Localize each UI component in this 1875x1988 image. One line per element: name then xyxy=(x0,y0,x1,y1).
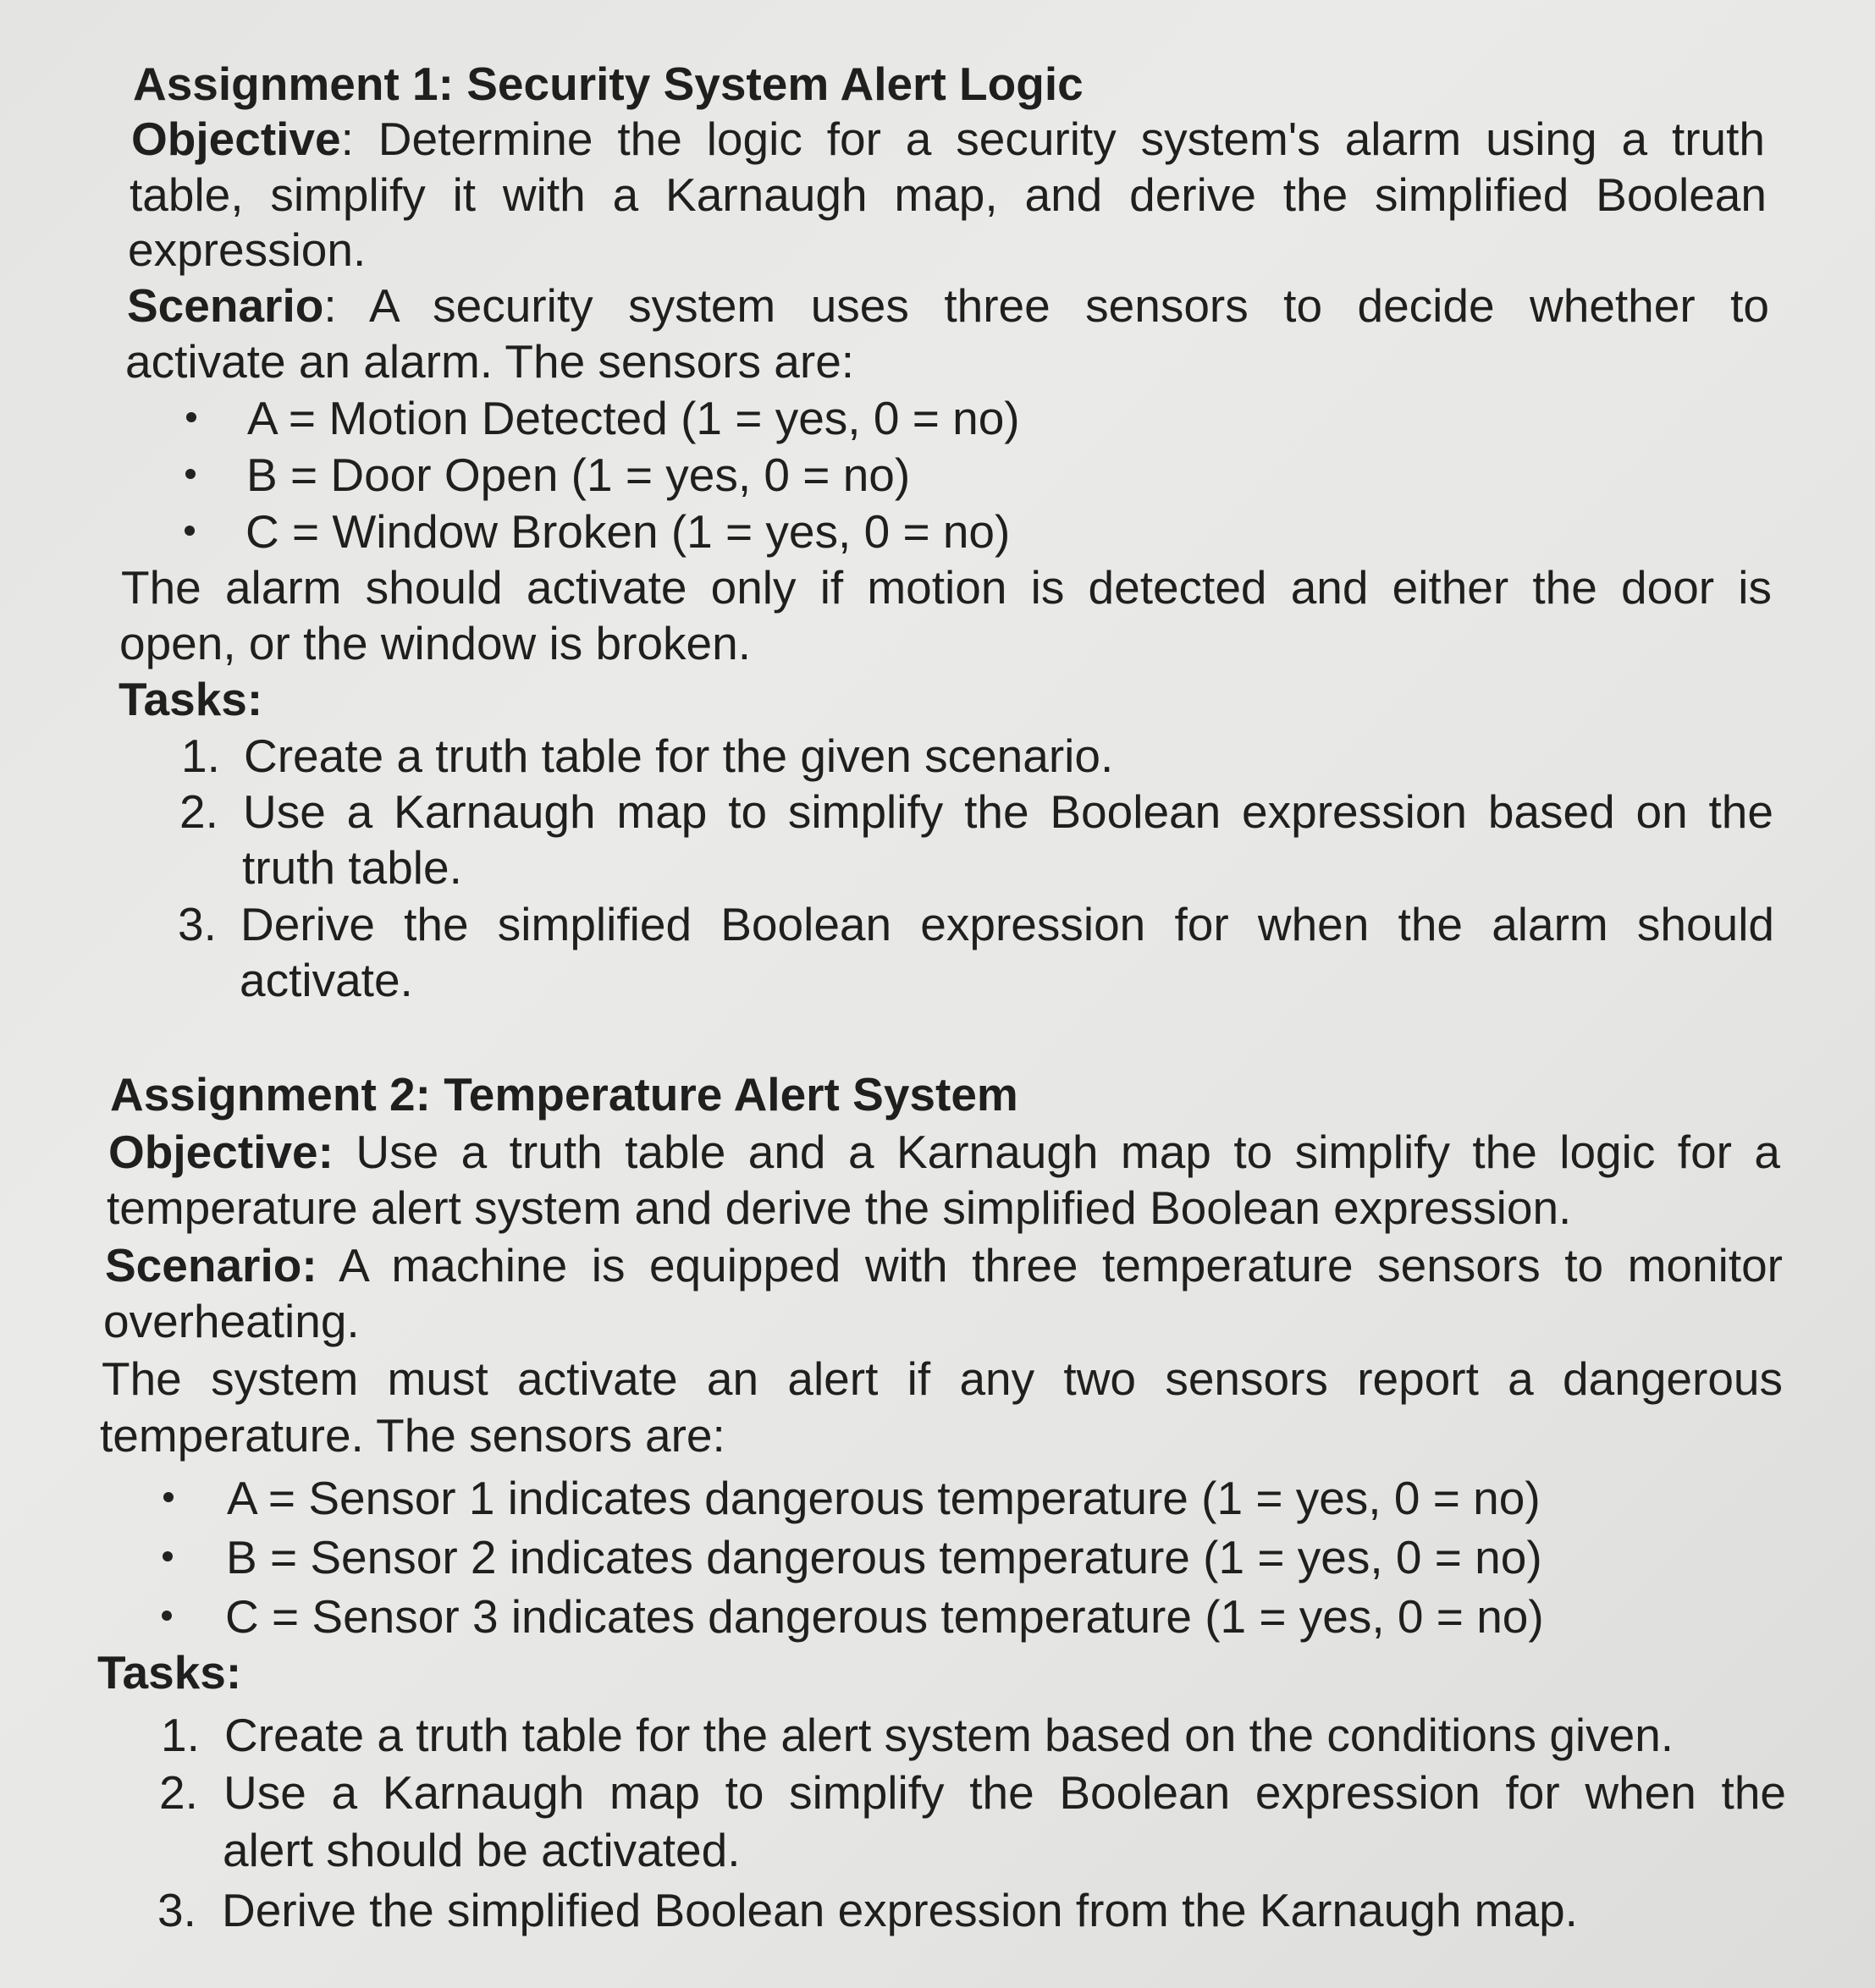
assignment-2-objective-label: Objective: xyxy=(108,1126,334,1178)
assignment-2-task-1-number: 1. xyxy=(161,1709,200,1761)
bullet-icon xyxy=(185,526,195,536)
assignment-1-task-2-text-line-2: truth table. xyxy=(242,841,462,894)
assignment-2-task-3-number: 3. xyxy=(157,1884,196,1936)
assignment-2-task-2-text-line-2: alert should be activated. xyxy=(223,1824,741,1876)
assignment-2-objective-line-1 xyxy=(108,1124,1780,1180)
assignment-1-sensor-c: C = Window Broken (1 = yes, 0 = no) xyxy=(245,505,1011,558)
assignment-2-tasks-heading: Tasks: xyxy=(97,1646,242,1699)
assignment-1-tasks-heading: Tasks: xyxy=(119,673,263,725)
assignment-2-sensor-c: C = Sensor 3 indicates dangerous temperature (1 = yes, 0 = no) xyxy=(225,1590,1544,1643)
assignment-1-task-1-text: Create a truth table for the given scenario. xyxy=(244,730,1114,782)
assignment-2-objective-text-1: Use a truth table and a Karnaugh map to simplify the logic for a xyxy=(333,1126,1780,1178)
assignment-2-scenario-text-1: A machine is equipped with three temperature sensors to monitor xyxy=(317,1239,1783,1291)
assignment-2-title: Assignment 2: Temperature Alert System xyxy=(110,1068,1018,1121)
assignment-2-task-2-number: 2. xyxy=(159,1766,198,1819)
assignment-1-objective-label: Objective xyxy=(131,113,341,165)
assignment-2-scenario-line-2: overheating. xyxy=(103,1295,360,1347)
assignment-2-sensor-a: A = Sensor 1 indicates dangerous temperature (1 = yes, 0 = no) xyxy=(227,1472,1541,1524)
assignment-2-scenario-label: Scenario: xyxy=(105,1239,317,1291)
assignment-1-objective-line-2: table, simplify it with a Karnaugh map, and derive the simplified Boolean xyxy=(130,168,1767,221)
assignment-2-task-1-text: Create a truth table for the alert system based on the conditions given. xyxy=(224,1709,1674,1761)
bullet-icon xyxy=(162,1611,172,1621)
bullet-icon xyxy=(185,469,196,479)
assignment-1-objective-line-1 xyxy=(131,111,1765,167)
assignment-1-scenario-label: Scenario xyxy=(127,279,324,332)
assignment-1-task-2-text-line-1: Use a Karnaugh map to simplify the Boolean expression based on the xyxy=(243,785,1773,838)
assignment-1-objective-text-1: : Determine the logic for a security system's alarm using a truth xyxy=(340,113,1765,165)
assignment-2-task-3-text: Derive the simplified Boolean expression from the Karnaugh map. xyxy=(222,1884,1578,1936)
assignment-1-task-2-number: 2. xyxy=(179,785,218,838)
assignment-2-objective-line-2: temperature alert system and derive the simplified Boolean expression. xyxy=(107,1181,1572,1234)
bullet-icon xyxy=(163,1551,173,1561)
assignment-1-condition-line-1: The alarm should activate only if motion is detected and either the door is xyxy=(121,561,1772,614)
assignment-1-scenario-line-2: activate an alarm. The sensors are: xyxy=(125,335,855,388)
assignment-1-task-3-text-line-2: activate. xyxy=(240,954,413,1006)
assignment-2-condition-line-2: temperature. The sensors are: xyxy=(100,1409,725,1462)
assignment-2-sensor-b: B = Sensor 2 indicates dangerous temperature (1 = yes, 0 = no) xyxy=(226,1531,1542,1583)
assignment-1-task-3-number: 3. xyxy=(178,898,217,950)
assignment-1-title: Assignment 1: Security System Alert Logic xyxy=(133,58,1084,110)
assignment-2-task-2-text-line-1: Use a Karnaugh map to simplify the Boolean expression for when the xyxy=(223,1766,1786,1819)
assignment-1-task-1-number: 1. xyxy=(181,730,220,782)
assignment-2-scenario-line-1 xyxy=(105,1237,1783,1293)
assignment-1-scenario-text-1: : A security system uses three sensors to decide whether to xyxy=(323,279,1769,332)
assignment-2-condition-line-1: The system must activate an alert if any two sensors report a dangerous xyxy=(102,1352,1783,1405)
assignment-1-sensor-a: A = Motion Detected (1 = yes, 0 = no) xyxy=(247,392,1020,444)
assignment-1-sensor-b: B = Door Open (1 = yes, 0 = no) xyxy=(246,449,911,501)
bullet-icon xyxy=(186,412,196,422)
bullet-icon xyxy=(163,1492,174,1502)
assignment-1-task-3-text-line-1: Derive the simplified Boolean expression for when the alarm should xyxy=(240,898,1774,950)
assignment-1-objective-line-3: expression. xyxy=(128,223,367,276)
assignment-1-scenario-line-1 xyxy=(127,278,1769,333)
assignment-1-condition-line-2: open, or the window is broken. xyxy=(119,617,751,669)
